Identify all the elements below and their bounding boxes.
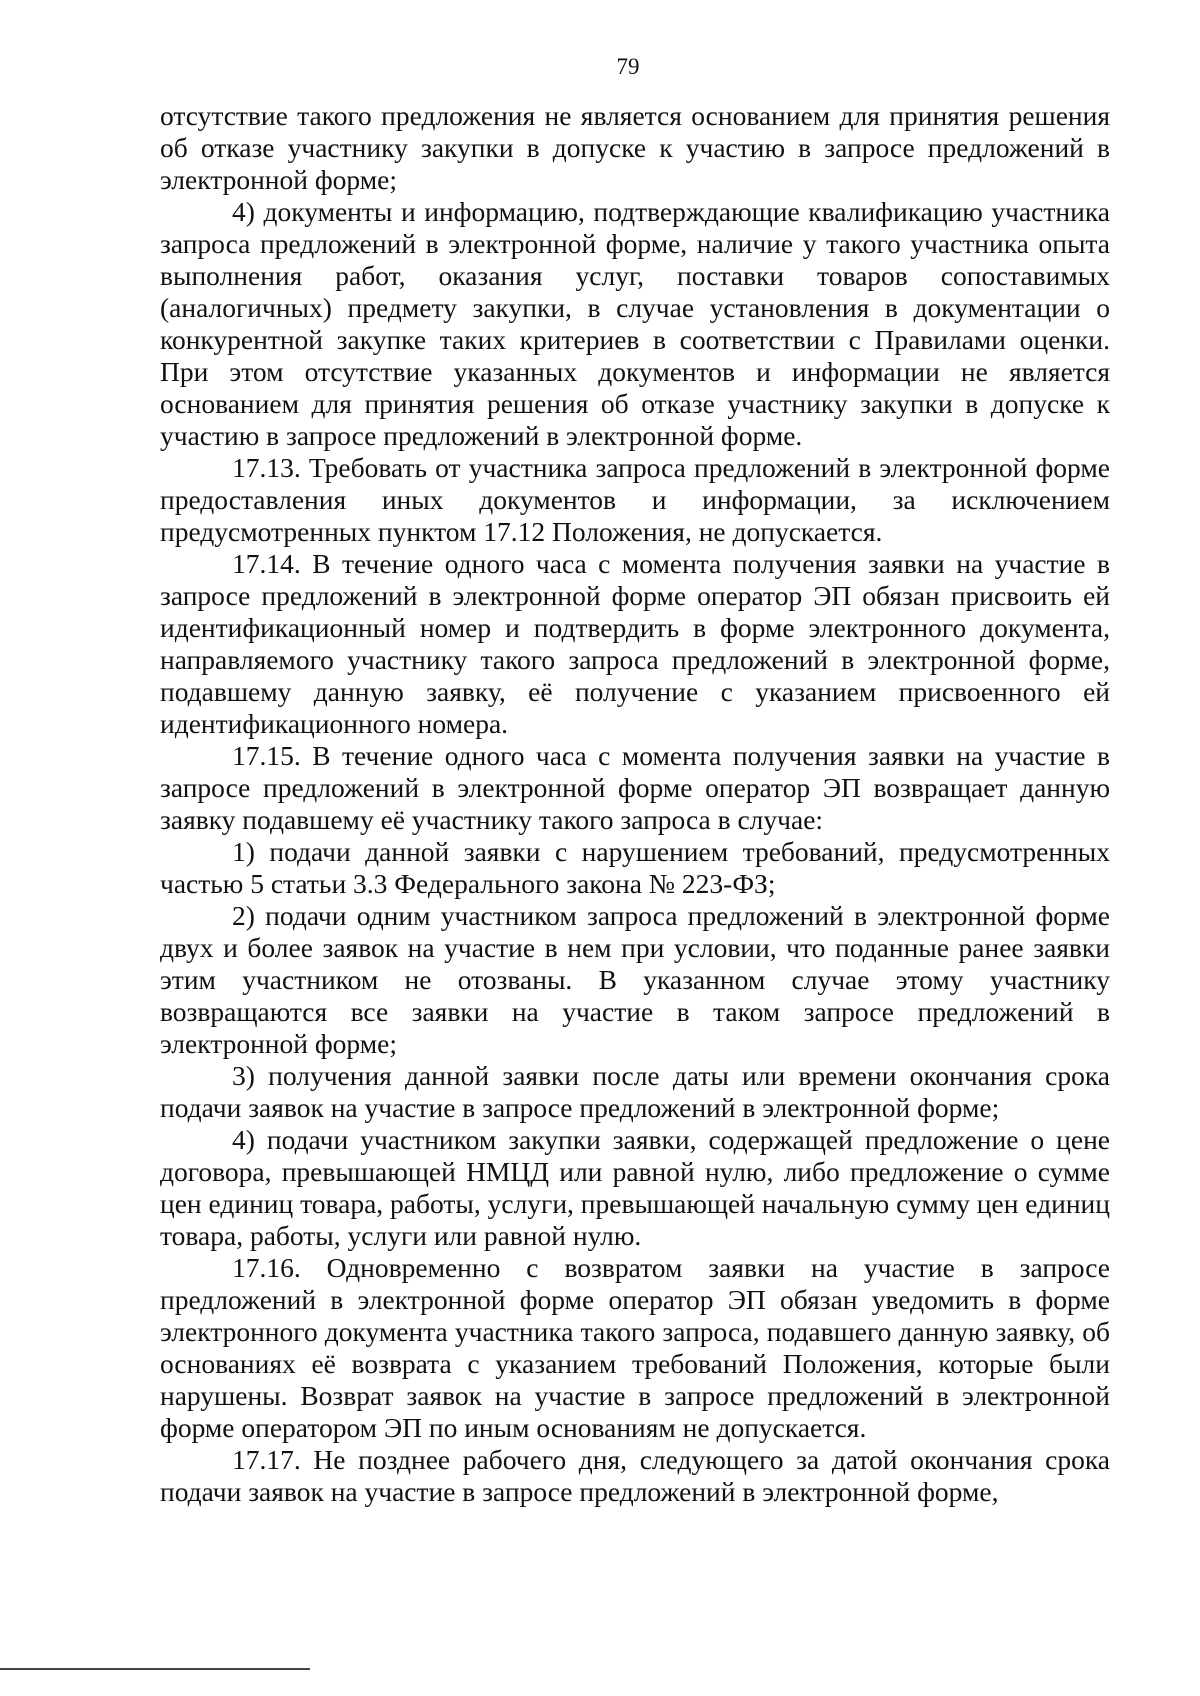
page-number: 79 xyxy=(616,54,640,79)
paragraph-17-17: 17.17. Не позднее рабочего дня, следующего за датой окончания срока подачи заявок на участие в запросе предложений в электронной форме, xyxy=(160,1444,1110,1507)
paragraph-continuation: отсутствие такого предложения не является основанием для принятия решения об отказе участнику закупки в допуске к участию в запросе предложений в электронной форме; xyxy=(160,100,1110,195)
footer-divider xyxy=(0,1668,310,1670)
paragraph-17-16: 17.16. Одновременно с возвратом заявки на участие в запросе предложений в электронной форме оператор ЭП обязан уведомить в форме электронного документа участника такого запроса, подавшего данную заявку, об основаниях её возврата с указанием требований Положения, которые были нарушены. Возврат заявок на участие в запросе предложений в электронной форме оператором ЭП по иным основаниям не допускается. xyxy=(160,1252,1110,1443)
paragraph-item-3: 3) получения данной заявки после даты или времени окончания срока подачи заявок на участие в запросе предложений в электронной форме; xyxy=(160,1060,1110,1123)
paragraph-item-4-qualification: 4) документы и информацию, подтверждающие квалификацию участника запроса предложений в электронной форме, наличие у такого участника опыта выполнения работ, оказания услуг, поставки товаров сопоставимых (аналогичных) предмету закупки, в случае установления в документации о конкурентной закупке таких критериев в соответствии с Правилами оценки. При этом отсутствие указанных документов и информации не является основанием для принятия решения об отказе участнику закупки в допуске к участию в запросе предложений в электронной форме. xyxy=(160,196,1110,451)
paragraph-item-1: 1) подачи данной заявки с нарушением требований, предусмотренных частью 5 статьи 3.3 Федерального закона № 223-ФЗ; xyxy=(160,836,1110,899)
paragraph-item-4: 4) подачи участником закупки заявки, содержащей предложение о цене договора, превышающей НМЦД или равной нулю, либо предложение о сумме цен единиц товара, работы, услуги, превышающей начальную сумму цен единиц товара, работы, услуги или равной нулю. xyxy=(160,1124,1110,1251)
paragraph-17-14: 17.14. В течение одного часа с момента получения заявки на участие в запросе предложений в электронной форме оператор ЭП обязан присвоить ей идентификационный номер и подтвердить в форме электронного документа, направляемого участнику такого запроса предложений в электронной форме, подавшему данную заявку, её получение с указанием присвоенного ей идентификационного номера. xyxy=(160,548,1110,739)
document-body xyxy=(160,100,1110,1508)
paragraph-item-2: 2) подачи одним участником запроса предложений в электронной форме двух и более заявок на участие в нем при условии, что поданные ранее заявки этим участником не отозваны. В указанном случае этому участнику возвращаются все заявки на участие в таком запросе предложений в электронной форме; xyxy=(160,900,1110,1059)
paragraph-17-15: 17.15. В течение одного часа с момента получения заявки на участие в запросе предложений в электронной форме оператор ЭП возвращает данную заявку подавшему её участнику такого запроса в случае: xyxy=(160,740,1110,835)
paragraph-17-13: 17.13. Требовать от участника запроса предложений в электронной форме предоставления иных документов и информации, за исключением предусмотренных пунктом 17.12 Положения, не допускается. xyxy=(160,452,1110,547)
